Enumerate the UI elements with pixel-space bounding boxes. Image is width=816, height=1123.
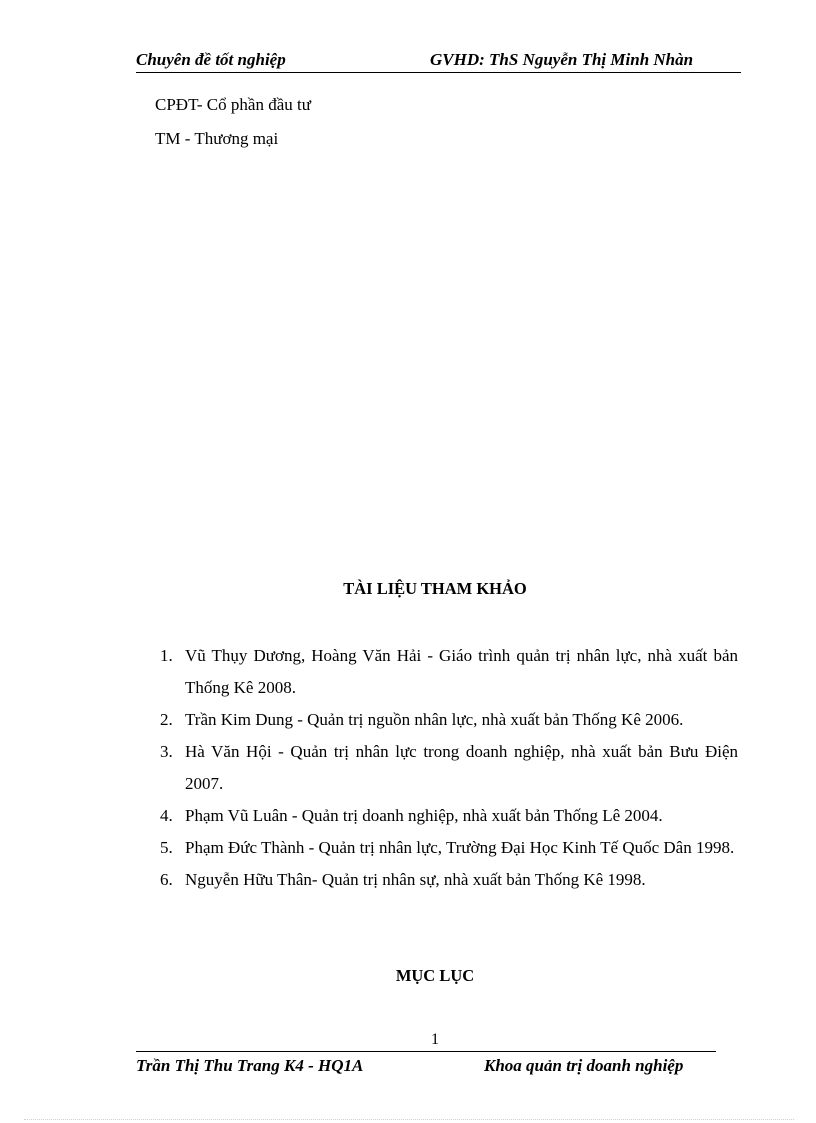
reference-text: Phạm Đức Thành - Quản trị nhân lực, Trường Đại Học Kinh Tế Quốc Dân 1998. (185, 838, 735, 857)
reference-number: 2. (160, 710, 173, 729)
page-bottom-divider (24, 1119, 794, 1120)
reference-number: 1. (160, 646, 173, 665)
reference-text: Nguyễn Hữu Thân- Quản trị nhân sự, nhà xuất bản Thống Kê 1998. (185, 870, 646, 889)
page-number: 1 (431, 1031, 439, 1048)
footer-left: Trần Thị Thu Trang K4 - HQ1A (136, 1056, 364, 1075)
reference-item (160, 832, 738, 864)
reference-number: 3. (160, 742, 173, 761)
page-footer (136, 1051, 716, 1078)
reference-number: 6. (160, 870, 173, 889)
reference-text: Hà Văn Hội - Quản trị nhân lực trong doanh nghiệp, nhà xuất bản Bưu Điện 2007. (185, 742, 738, 793)
header-right: GVHD: ThS Nguyễn Thị Minh Nhàn (430, 50, 694, 69)
reference-text: Vũ Thụy Dương, Hoàng Văn Hải - Giáo trình quản trị nhân lực, nhà xuất bản Thống Kê 2008. (185, 646, 738, 697)
reference-item (160, 800, 738, 832)
reference-number: 4. (160, 806, 173, 825)
reference-text: Trần Kim Dung - Quản trị nguồn nhân lực, nhà xuất bản Thống Kê 2006. (185, 710, 684, 729)
reference-text: Phạm Vũ Luân - Quản trị doanh nghiệp, nhà xuất bản Thống Lê 2004. (185, 806, 663, 825)
abbreviation-cpdt: CPĐT- Cổ phần đầu tư (155, 95, 311, 114)
reference-item (160, 704, 738, 736)
reference-item (160, 864, 738, 896)
footer-right: Khoa quản trị doanh nghiệp (484, 1056, 684, 1075)
references-title: TÀI LIỆU THAM KHẢO (343, 579, 527, 598)
abbreviation-tm: TM - Thương mại (155, 129, 279, 148)
reference-item (160, 640, 738, 704)
header-left: Chuyên đề tốt nghiệp (136, 50, 286, 69)
toc-title: MỤC LỤC (395, 966, 475, 985)
reference-item (160, 736, 738, 800)
page-header (136, 48, 741, 73)
references-list (160, 640, 738, 896)
reference-number: 5. (160, 838, 173, 857)
